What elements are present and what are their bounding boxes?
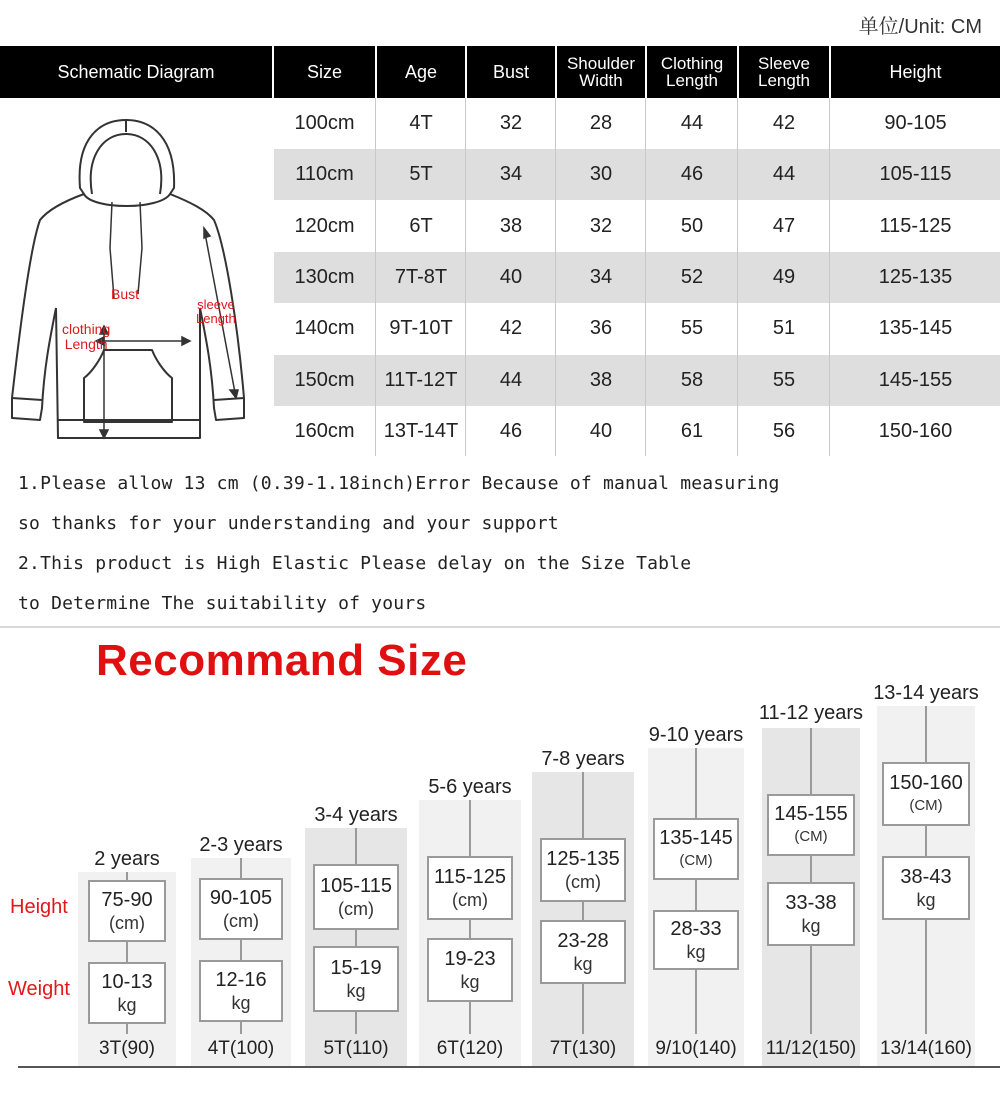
weight-value: 10-13 bbox=[101, 971, 153, 993]
height-unit: (CM) bbox=[679, 852, 713, 869]
weight-box bbox=[313, 946, 399, 1012]
diagram-label-clothing-line1: clothing bbox=[62, 321, 111, 337]
weight-box bbox=[199, 960, 283, 1022]
cell-age: 7T-8T bbox=[394, 265, 448, 288]
weight-value: 33-38 bbox=[785, 892, 837, 914]
size-table-row bbox=[274, 201, 1000, 252]
size-code-label: 4T(100) bbox=[207, 1038, 275, 1059]
height-box bbox=[653, 818, 739, 880]
height-value: 90-105 bbox=[209, 887, 273, 909]
cell-age: 9T-10T bbox=[389, 317, 453, 340]
height-box bbox=[882, 762, 970, 826]
size-code-label: 5T(110) bbox=[323, 1038, 389, 1059]
cell-size: 150cm bbox=[294, 368, 355, 391]
cell-length: 52 bbox=[680, 265, 704, 288]
cell-height: 90-105 bbox=[884, 112, 947, 134]
weight-value: 38-43 bbox=[900, 866, 952, 888]
cell-age: 11T-12T bbox=[384, 368, 458, 391]
size-table-row bbox=[274, 252, 1000, 303]
hoodie-schematic-diagram bbox=[0, 98, 272, 456]
weight-unit: kg bbox=[346, 981, 366, 1001]
column-axis-line bbox=[582, 772, 584, 1034]
cell-size: 160cm bbox=[294, 419, 355, 442]
height-unit: (CM) bbox=[794, 828, 828, 845]
table-column-divider bbox=[465, 98, 466, 456]
recommend-column bbox=[78, 848, 176, 1066]
cell-sleeve: 56 bbox=[772, 419, 796, 442]
chart-baseline bbox=[18, 1066, 1000, 1068]
note-line-2: so thanks for your understanding and your support bbox=[18, 513, 559, 534]
age-label: 13-14 years bbox=[873, 682, 979, 704]
note-line-3: 2.This product is High Elastic Please delay on the Size Table bbox=[18, 553, 692, 574]
cell-bust: 46 bbox=[499, 419, 523, 442]
weight-unit: kg bbox=[573, 954, 593, 974]
size-code-label: 9/10(140) bbox=[655, 1038, 737, 1059]
cell-sleeve: 44 bbox=[772, 163, 796, 186]
cell-age: 6T bbox=[409, 214, 433, 237]
weight-unit: kg bbox=[686, 942, 706, 962]
weight-box bbox=[653, 910, 739, 970]
height-box bbox=[427, 856, 513, 920]
height-value: 135-145 bbox=[659, 827, 733, 849]
cell-height: 105-115 bbox=[879, 163, 952, 186]
recommend-column bbox=[191, 834, 291, 1066]
header-bust: Bust bbox=[467, 46, 555, 98]
weight-box bbox=[88, 962, 166, 1024]
note-line-1: 1.Please allow 13 cm (0.39-1.18inch)Error Because of manual measuring bbox=[18, 473, 780, 494]
section-divider bbox=[0, 626, 1000, 628]
weight-box bbox=[882, 856, 970, 920]
height-value: 105-115 bbox=[320, 875, 392, 897]
header-clothing-length bbox=[647, 46, 737, 98]
weight-row-label: Weight bbox=[8, 978, 70, 1000]
cell-shoulder: 30 bbox=[589, 163, 613, 186]
cell-age: 13T-14T bbox=[383, 419, 459, 442]
weight-value: 15-19 bbox=[330, 957, 382, 979]
cell-sleeve: 47 bbox=[772, 214, 796, 237]
cell-height: 135-145 bbox=[878, 317, 953, 340]
cell-size: 110cm bbox=[295, 163, 354, 186]
cell-bust: 34 bbox=[499, 163, 523, 186]
recommend-column bbox=[758, 702, 864, 1066]
cell-bust: 38 bbox=[499, 214, 523, 237]
size-code-label: 13/14(160) bbox=[880, 1038, 972, 1059]
header-sleeve-line2: Length bbox=[758, 71, 810, 90]
header-height: Height bbox=[831, 46, 1000, 98]
weight-unit: kg bbox=[231, 993, 251, 1013]
size-table-row bbox=[274, 303, 1000, 354]
age-label: 7-8 years bbox=[541, 748, 625, 770]
recommend-size-title: Recommand Size bbox=[96, 636, 468, 685]
cell-shoulder: 40 bbox=[589, 419, 613, 442]
weight-box bbox=[767, 882, 855, 946]
size-notes bbox=[18, 468, 978, 628]
cell-shoulder: 34 bbox=[589, 265, 613, 288]
weight-box bbox=[427, 938, 513, 1002]
height-value: 150-160 bbox=[889, 772, 963, 794]
note-line-4: to Determine The suitability of yours bbox=[18, 593, 427, 614]
cell-height: 125-135 bbox=[878, 265, 953, 288]
age-label: 9-10 years bbox=[648, 724, 744, 746]
height-row-label: Height bbox=[10, 896, 68, 918]
cell-size: 120cm bbox=[294, 214, 355, 237]
recommend-column bbox=[419, 776, 521, 1066]
weight-value: 12-16 bbox=[215, 969, 267, 991]
cell-length: 50 bbox=[680, 214, 704, 237]
weight-value: 23-28 bbox=[557, 930, 609, 952]
weight-unit: kg bbox=[117, 995, 137, 1015]
header-clothing-line2: Length bbox=[666, 71, 718, 90]
header-clothing-line1: Clothing bbox=[660, 54, 724, 73]
height-box bbox=[313, 864, 399, 930]
header-shoulder-line1: Shoulder bbox=[566, 54, 636, 73]
cell-bust: 32 bbox=[499, 112, 523, 134]
height-unit: (CM) bbox=[909, 797, 943, 814]
age-label: 2 years bbox=[94, 848, 160, 870]
height-unit: (cm) bbox=[338, 899, 374, 919]
height-box bbox=[540, 838, 626, 902]
cell-height: 145-155 bbox=[878, 368, 953, 391]
cell-sleeve: 49 bbox=[772, 265, 796, 288]
cell-sleeve: 42 bbox=[772, 112, 796, 134]
cell-length: 46 bbox=[680, 163, 704, 186]
cell-shoulder: 38 bbox=[589, 368, 613, 391]
age-label: 5-6 years bbox=[428, 776, 512, 798]
diagram-label-sleeve-line2: Length bbox=[196, 311, 236, 326]
height-box bbox=[199, 878, 283, 940]
height-unit: (cm) bbox=[452, 890, 488, 910]
header-shoulder-width bbox=[557, 46, 645, 98]
diagram-label-clothing-line2: Length bbox=[64, 336, 108, 352]
weight-value: 19-23 bbox=[444, 948, 496, 970]
age-label: 3-4 years bbox=[314, 804, 398, 826]
size-table-row bbox=[274, 355, 1000, 406]
diagram-label-bust: Bust bbox=[111, 286, 140, 302]
cell-size: 100cm bbox=[294, 112, 355, 134]
recommend-column bbox=[532, 748, 634, 1066]
header-sleeve-line1: Sleeve bbox=[758, 54, 810, 73]
size-code-label: 6T(120) bbox=[436, 1038, 504, 1059]
cell-length: 61 bbox=[680, 419, 704, 442]
table-column-divider bbox=[645, 98, 646, 456]
size-code-label: 3T(90) bbox=[99, 1038, 155, 1059]
diagram-label-sleeve-line1: sleeve bbox=[197, 297, 235, 312]
recommend-column bbox=[873, 682, 979, 1066]
height-value: 125-135 bbox=[546, 848, 620, 870]
weight-value: 28-33 bbox=[670, 918, 722, 940]
header-sleeve-length bbox=[739, 46, 829, 98]
column-axis-line bbox=[695, 748, 697, 1034]
cell-bust: 44 bbox=[499, 368, 523, 391]
table-column-divider bbox=[829, 98, 830, 456]
recommend-column bbox=[305, 804, 407, 1066]
cell-shoulder: 28 bbox=[589, 112, 613, 134]
height-value: 145-155 bbox=[774, 803, 848, 825]
cell-sleeve: 55 bbox=[772, 368, 796, 391]
height-value: 115-125 bbox=[434, 866, 506, 888]
cell-sleeve: 51 bbox=[772, 317, 796, 340]
size-code-label: 7T(130) bbox=[549, 1038, 617, 1059]
header-shoulder-line2: Width bbox=[579, 71, 623, 90]
cell-shoulder: 36 bbox=[589, 317, 613, 340]
cell-bust: 40 bbox=[499, 265, 523, 288]
header-age: Age bbox=[377, 46, 465, 98]
size-table-row bbox=[274, 149, 1000, 200]
unit-label: 单位/Unit: CM bbox=[858, 16, 982, 38]
size-table-row bbox=[274, 98, 1000, 149]
height-unit: (cm) bbox=[109, 913, 145, 933]
weight-unit: kg bbox=[916, 890, 936, 910]
cell-height: 115-125 bbox=[879, 214, 952, 237]
cell-size: 130cm bbox=[294, 265, 355, 288]
height-unit: (cm) bbox=[223, 911, 259, 931]
table-column-divider bbox=[737, 98, 738, 456]
cell-length: 44 bbox=[680, 112, 704, 134]
weight-box bbox=[540, 920, 626, 984]
cell-height: 150-160 bbox=[878, 419, 953, 442]
diagram-label-sleeve bbox=[196, 298, 236, 326]
cell-length: 55 bbox=[680, 317, 704, 340]
hoodie-icon bbox=[0, 98, 272, 456]
cell-shoulder: 32 bbox=[589, 214, 613, 237]
header-schematic-diagram: Schematic Diagram bbox=[0, 46, 272, 98]
table-column-divider bbox=[555, 98, 556, 456]
diagram-label-clothing bbox=[62, 322, 110, 352]
height-unit: (cm) bbox=[565, 872, 601, 892]
weight-unit: kg bbox=[460, 972, 480, 992]
age-label: 2-3 years bbox=[199, 834, 283, 856]
table-column-divider bbox=[375, 98, 376, 456]
cell-length: 58 bbox=[680, 368, 704, 391]
height-value: 75-90 bbox=[101, 889, 153, 911]
size-code-label: 11/12(150) bbox=[765, 1038, 857, 1059]
size-table bbox=[0, 46, 1000, 460]
header-size: Size bbox=[274, 46, 375, 98]
recommend-column bbox=[648, 724, 744, 1066]
cell-size: 140cm bbox=[294, 317, 355, 340]
cell-age: 4T bbox=[409, 112, 433, 134]
column-axis-line bbox=[810, 728, 812, 1034]
age-label: 11-12 years bbox=[758, 702, 864, 724]
height-box bbox=[88, 880, 166, 942]
weight-unit: kg bbox=[801, 916, 821, 936]
cell-age: 5T bbox=[409, 163, 433, 186]
height-box bbox=[767, 794, 855, 856]
size-table-row bbox=[274, 406, 1000, 457]
cell-bust: 42 bbox=[499, 317, 523, 340]
